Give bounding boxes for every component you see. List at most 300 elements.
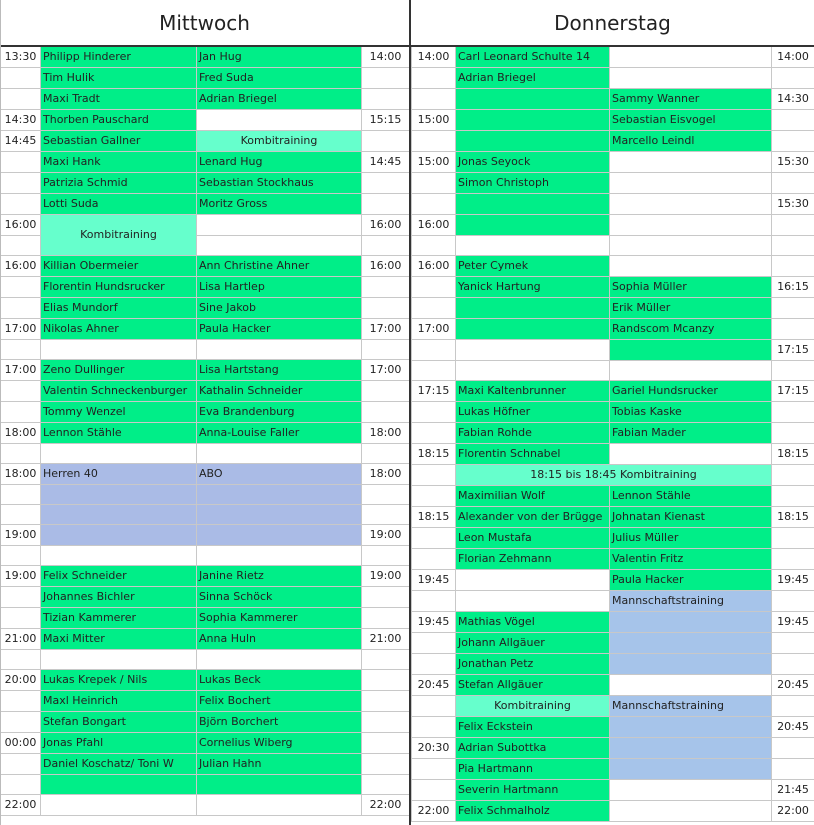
table-row [412,549,814,570]
player-cell: Zeno Dullinger [41,360,197,381]
end-time-cell [362,587,410,608]
start-time-cell [1,444,41,464]
start-time-cell [412,486,456,507]
player-cell [197,444,362,464]
start-time-cell [412,780,456,801]
player-cell: Johannes Bichler [41,587,197,608]
player-cell: Maxi Kaltenbrunner [456,381,610,402]
start-time-cell [412,465,456,486]
table-row [412,486,814,507]
end-time-cell [772,738,814,759]
table-row [412,361,814,381]
start-time-cell [1,298,41,319]
player-cell [456,110,610,131]
start-time-cell: 18:00 [1,423,41,444]
player-cell: Leon Mustafa [456,528,610,549]
start-time-cell [1,194,41,215]
table-row [412,236,814,256]
table-row [412,570,814,591]
start-time-cell [1,485,41,505]
player-cell: ABO [197,464,362,485]
player-cell [197,340,362,360]
player-cell: Peter Cymek [456,256,610,277]
player-cell [610,68,772,89]
schedule-table-donnerstag [411,46,814,822]
player-cell: Florentin Schnabel [456,444,610,465]
player-cell: Maxi Tradt [41,89,197,110]
player-cell: Stefan Allgäuer [456,675,610,696]
player-cell: Sebastian Gallner [41,131,197,152]
end-time-cell [362,444,410,464]
player-cell: Lukas Krepek / Nils [41,670,197,691]
player-cell: Julius Müller [610,528,772,549]
player-cell [197,650,362,670]
end-time-cell [362,68,410,89]
end-time-cell [772,68,814,89]
player-cell: Patrizia Schmid [41,173,197,194]
table-row [1,691,410,712]
player-cell [197,546,362,566]
start-time-cell: 17:00 [412,319,456,340]
player-cell [610,633,772,654]
start-time-cell: 14:45 [1,131,41,152]
table-row [1,402,410,423]
start-time-cell [1,152,41,173]
start-time-cell [1,650,41,670]
start-time-cell: 20:00 [1,670,41,691]
player-cell [610,759,772,780]
player-cell [610,152,772,173]
player-cell: Eva Brandenburg [197,402,362,423]
table-row [412,801,814,822]
table-row [412,696,814,717]
player-cell: Jonas Seyock [456,152,610,173]
table-row [1,650,410,670]
table-row [1,215,410,236]
player-cell [456,236,610,256]
player-cell: Pia Hartmann [456,759,610,780]
end-time-cell [772,759,814,780]
player-cell: Sine Jakob [197,298,362,319]
table-row [412,194,814,215]
table-row [412,319,814,340]
player-cell: Adrian Briegel [197,89,362,110]
start-time-cell [1,587,41,608]
player-cell: Kathalin Schneider [197,381,362,402]
header-divider [0,45,814,47]
player-cell: Fred Suda [197,68,362,89]
end-time-cell [772,528,814,549]
end-time-cell: 19:45 [772,570,814,591]
player-cell: Herren 40 [41,464,197,485]
table-row [412,423,814,444]
end-time-cell [362,236,410,256]
end-time-cell [772,361,814,381]
player-cell: Tim Hulik [41,68,197,89]
start-time-cell [412,549,456,570]
player-cell: Tobias Kaske [610,402,772,423]
end-time-cell [772,173,814,194]
table-row [412,675,814,696]
mannschaftstraining-cell: Mannschaftstraining [610,696,772,717]
player-cell [610,717,772,738]
table-row [412,68,814,89]
end-time-cell [362,340,410,360]
end-time-cell [772,423,814,444]
player-cell [41,525,197,546]
table-row [1,795,410,816]
start-time-cell [1,381,41,402]
player-cell: Gariel Hundsrucker [610,381,772,402]
end-time-cell [362,650,410,670]
player-cell [610,675,772,696]
end-time-cell [362,754,410,775]
table-row [412,256,814,277]
table-row [1,587,410,608]
end-time-cell: 15:15 [362,110,410,131]
player-cell: Adrian Subottka [456,738,610,759]
table-row [1,194,410,215]
player-cell: Lukas Beck [197,670,362,691]
end-time-cell [772,256,814,277]
table-row [412,780,814,801]
start-time-cell [412,591,456,612]
player-cell [610,780,772,801]
end-time-cell [362,546,410,566]
player-cell: Maxl Heinrich [41,691,197,712]
player-cell: Paula Hacker [610,570,772,591]
end-time-cell [772,633,814,654]
table-row [412,528,814,549]
table-row [1,444,410,464]
start-time-cell [1,68,41,89]
player-cell: Felix Bochert [197,691,362,712]
player-cell: Felix Schmalholz [456,801,610,822]
table-row [1,546,410,566]
kombitraining-cell: Kombitraining [41,215,197,256]
table-row [1,47,410,68]
player-cell: Lisa Hartlep [197,277,362,298]
end-time-cell [362,775,410,795]
table-row [412,759,814,780]
player-cell: Lennon Stähle [610,486,772,507]
end-time-cell [772,236,814,256]
player-cell [610,612,772,633]
start-time-cell [412,423,456,444]
end-time-cell [362,194,410,215]
table-row [1,775,410,795]
end-time-cell [362,691,410,712]
day-header-right: Donnerstag [411,0,814,46]
kombitraining-cell: 18:15 bis 18:45 Kombitraining [456,465,772,486]
player-cell: Stefan Bongart [41,712,197,733]
player-cell [41,795,197,816]
end-time-cell [362,733,410,754]
end-time-cell: 17:15 [772,340,814,361]
player-cell: Felix Eckstein [456,717,610,738]
start-time-cell [412,68,456,89]
table-row [412,298,814,319]
player-cell: Jonas Pfahl [41,733,197,754]
player-cell: Tizian Kammerer [41,608,197,629]
player-cell: Severin Hartmann [456,780,610,801]
player-cell [41,505,197,525]
end-time-cell: 18:00 [362,423,410,444]
start-time-cell: 19:00 [1,525,41,546]
start-time-cell [412,131,456,152]
player-cell [456,298,610,319]
player-cell [197,525,362,546]
player-cell [456,215,610,236]
end-time-cell [362,173,410,194]
end-time-cell [772,549,814,570]
player-cell [610,654,772,675]
player-cell [456,89,610,110]
start-time-cell: 19:45 [412,570,456,591]
player-cell [41,444,197,464]
table-row [412,402,814,423]
player-cell: Elias Mundorf [41,298,197,319]
player-cell: Lenard Hug [197,152,362,173]
player-cell: Jonathan Petz [456,654,610,675]
table-row [412,277,814,298]
start-time-cell: 16:00 [412,215,456,236]
player-cell: Johnatan Kienast [610,507,772,528]
player-cell: Sebastian Stockhaus [197,173,362,194]
start-time-cell [412,236,456,256]
end-time-cell [362,505,410,525]
end-time-cell: 15:30 [772,194,814,215]
player-cell [197,215,362,236]
player-cell: Tommy Wenzel [41,402,197,423]
end-time-cell: 21:00 [362,629,410,650]
player-cell: Björn Borchert [197,712,362,733]
start-time-cell [1,89,41,110]
player-cell [456,319,610,340]
end-time-cell: 14:30 [772,89,814,110]
start-time-cell: 22:00 [1,795,41,816]
player-cell [41,340,197,360]
player-cell [197,795,362,816]
player-cell: Jan Hug [197,47,362,68]
player-cell [197,775,362,795]
table-row [412,215,814,236]
player-cell: Fabian Rohde [456,423,610,444]
end-time-cell: 19:45 [772,612,814,633]
table-row [1,152,410,173]
player-cell: Fabian Mader [610,423,772,444]
end-time-cell [772,696,814,717]
end-time-cell [362,277,410,298]
start-time-cell: 16:00 [412,256,456,277]
player-cell: Lotti Suda [41,194,197,215]
day-header-left: Mittwoch [0,0,409,46]
player-cell: Mathias Vögel [456,612,610,633]
table-row [1,131,410,152]
start-time-cell: 14:30 [1,110,41,131]
player-cell: Julian Hahn [197,754,362,775]
end-time-cell [362,670,410,691]
table-row [412,110,814,131]
player-cell: Adrian Briegel [456,68,610,89]
table-row [412,131,814,152]
start-time-cell: 19:00 [1,566,41,587]
end-time-cell: 14:00 [772,47,814,68]
player-cell: Moritz Gross [197,194,362,215]
start-time-cell [1,277,41,298]
start-time-cell: 20:30 [412,738,456,759]
end-time-cell: 19:00 [362,525,410,546]
table-row [1,629,410,650]
end-time-cell [772,215,814,236]
start-time-cell [412,402,456,423]
table-row [412,381,814,402]
start-time-cell: 18:00 [1,464,41,485]
player-cell [197,485,362,505]
start-time-cell [412,717,456,738]
player-cell: Philipp Hinderer [41,47,197,68]
table-row [1,360,410,381]
player-cell: Alexander von der Brügge [456,507,610,528]
end-time-cell: 20:45 [772,717,814,738]
player-cell: Sebastian Eisvogel [610,110,772,131]
start-time-cell [412,340,456,361]
start-time-cell: 00:00 [1,733,41,754]
player-cell: Sinna Schöck [197,587,362,608]
table-row [412,89,814,110]
player-cell [610,340,772,361]
table-row [412,173,814,194]
end-time-cell: 20:45 [772,675,814,696]
end-time-cell: 21:45 [772,780,814,801]
table-row [1,423,410,444]
player-cell: Felix Schneider [41,566,197,587]
start-time-cell: 16:00 [1,215,41,236]
end-time-cell [362,381,410,402]
player-cell: Erik Müller [610,298,772,319]
table-row [1,566,410,587]
player-cell [456,591,610,612]
player-cell [41,546,197,566]
end-time-cell [362,89,410,110]
start-time-cell [1,173,41,194]
start-time-cell [1,546,41,566]
kombitraining-cell: Kombitraining [456,696,610,717]
player-cell [456,361,610,381]
player-cell: Florentin Hundsrucker [41,277,197,298]
table-row [1,298,410,319]
table-row [1,68,410,89]
start-time-cell [1,691,41,712]
end-time-cell [362,298,410,319]
player-cell: Simon Christoph [456,173,610,194]
table-row [1,277,410,298]
start-time-cell [412,633,456,654]
end-time-cell [772,402,814,423]
player-cell [456,570,610,591]
player-cell: Anna-Louise Faller [197,423,362,444]
player-cell: Thorben Pauschard [41,110,197,131]
player-cell [610,256,772,277]
table-row [1,110,410,131]
left-border [0,0,1,825]
table-row [412,633,814,654]
player-cell: Daniel Koschatz/ Toni W [41,754,197,775]
start-time-cell [412,696,456,717]
player-cell: Marcello Leindl [610,131,772,152]
player-cell [610,738,772,759]
player-cell [197,505,362,525]
player-cell: Sammy Wanner [610,89,772,110]
end-time-cell: 22:00 [362,795,410,816]
end-time-cell: 14:00 [362,47,410,68]
table-row [412,654,814,675]
start-time-cell [412,654,456,675]
player-cell [610,801,772,822]
player-cell: Lukas Höfner [456,402,610,423]
table-row [1,485,410,505]
start-time-cell [412,298,456,319]
end-time-cell [362,131,410,152]
player-cell: Anna Huln [197,629,362,650]
start-time-cell: 17:00 [1,319,41,340]
player-cell [456,340,610,361]
player-cell [610,173,772,194]
end-time-cell: 14:45 [362,152,410,173]
player-cell: Sophia Müller [610,277,772,298]
table-row [412,444,814,465]
player-cell: Killian Obermeier [41,256,197,277]
mannschaftstraining-cell: Mannschaftstraining [610,591,772,612]
player-cell: Paula Hacker [197,319,362,340]
player-cell: Sophia Kammerer [197,608,362,629]
player-cell: Yanick Hartung [456,277,610,298]
start-time-cell: 14:00 [412,47,456,68]
player-cell: Maximilian Wolf [456,486,610,507]
start-time-cell [412,361,456,381]
start-time-cell [1,775,41,795]
table-row [412,507,814,528]
end-time-cell [362,485,410,505]
start-time-cell: 15:00 [412,152,456,173]
table-row [1,256,410,277]
start-time-cell [412,759,456,780]
start-time-cell [412,277,456,298]
player-cell: Cornelius Wiberg [197,733,362,754]
player-cell: Maxi Hank [41,152,197,173]
table-row [1,712,410,733]
table-row [1,670,410,691]
end-time-cell: 15:30 [772,152,814,173]
player-cell [610,215,772,236]
player-cell: Maxi Mitter [41,629,197,650]
player-cell: Nikolas Ahner [41,319,197,340]
player-cell: Carl Leonard Schulte 14 [456,47,610,68]
start-time-cell [1,236,41,256]
start-time-cell: 20:45 [412,675,456,696]
start-time-cell [412,194,456,215]
player-cell: Johann Allgäuer [456,633,610,654]
start-time-cell: 19:45 [412,612,456,633]
end-time-cell [772,319,814,340]
player-cell [610,361,772,381]
table-row [1,173,410,194]
schedule-table-mittwoch [0,46,410,816]
player-cell: Florian Zehmann [456,549,610,570]
end-time-cell [772,654,814,675]
start-time-cell: 15:00 [412,110,456,131]
player-cell [456,131,610,152]
